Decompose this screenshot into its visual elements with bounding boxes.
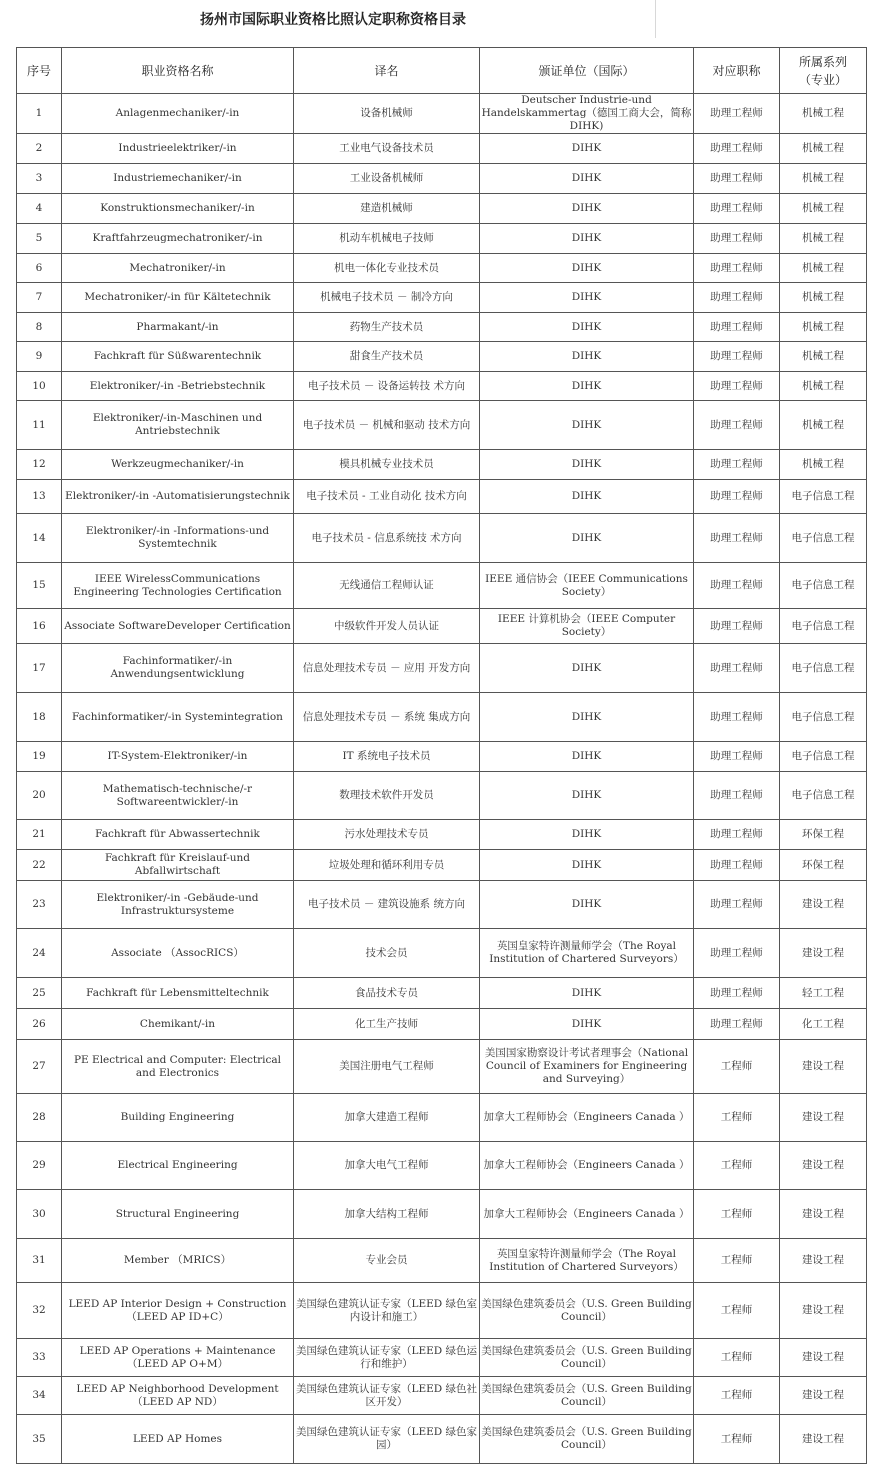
table-row [17, 1190, 867, 1239]
qualification-name: Industriemechaniker/-in [62, 164, 294, 194]
title-level: 工程师 [694, 1142, 780, 1190]
table-row [17, 254, 867, 283]
issuing-body: DIHK [480, 313, 694, 342]
qualification-name: Fachkraft für Abwassertechnik [62, 820, 294, 850]
header-issuer: 颁证单位（国际） [480, 48, 694, 94]
title-level: 助理工程师 [694, 609, 780, 644]
title-level: 助理工程师 [694, 929, 780, 978]
translated-name: 垃圾处理和循环利用专员 [294, 850, 480, 881]
title-level: 助理工程师 [694, 978, 780, 1009]
translated-name: 化工生产技师 [294, 1009, 480, 1040]
row-number: 4 [17, 194, 62, 224]
qualification-name: Fachinformatiker/-in Systemintegration [62, 693, 294, 742]
title-level: 工程师 [694, 1239, 780, 1283]
translated-name: 中级软件开发人员认证 [294, 609, 480, 644]
issuing-body: DIHK [480, 450, 694, 480]
translated-name: 工业设备机械师 [294, 164, 480, 194]
translated-name: 加拿大电气工程师 [294, 1142, 480, 1190]
row-number: 20 [17, 772, 62, 820]
qualification-name: Building Engineering [62, 1094, 294, 1142]
series: 建设工程 [780, 1415, 867, 1464]
table-header-row [17, 48, 867, 94]
issuing-body: DIHK [480, 742, 694, 772]
row-number: 25 [17, 978, 62, 1009]
table-row [17, 134, 867, 164]
series: 机械工程 [780, 372, 867, 401]
qualification-name: Pharmakant/-in [62, 313, 294, 342]
series: 轻工工程 [780, 978, 867, 1009]
issuing-body: DIHK [480, 164, 694, 194]
title-level: 助理工程师 [694, 342, 780, 372]
translated-name: 无线通信工程师认证 [294, 563, 480, 609]
title-level: 助理工程师 [694, 772, 780, 820]
series: 电子信息工程 [780, 772, 867, 820]
title-level: 助理工程师 [694, 450, 780, 480]
issuing-body: DIHK [480, 254, 694, 283]
qualification-name: Member （MRICS） [62, 1239, 294, 1283]
title-level: 助理工程师 [694, 94, 780, 134]
title-level: 助理工程师 [694, 514, 780, 563]
title-level: 工程师 [694, 1283, 780, 1339]
table-row [17, 164, 867, 194]
translated-name: 电子技术员 － 机械和驱动 技术方向 [294, 401, 480, 450]
table-row [17, 283, 867, 313]
title-level: 助理工程师 [694, 283, 780, 313]
issuing-body: DIHK [480, 194, 694, 224]
table-row [17, 372, 867, 401]
issuing-body: 英国皇家特许测量师学会（The Royal Institution of Chartered Surveyors） [480, 1239, 694, 1283]
issuing-body: DIHK [480, 401, 694, 450]
divider [655, 0, 656, 38]
series: 机械工程 [780, 401, 867, 450]
title-level: 助理工程师 [694, 881, 780, 929]
row-number: 32 [17, 1283, 62, 1339]
issuing-body: 美国绿色建筑委员会（U.S. Green Building Council） [480, 1283, 694, 1339]
series: 机械工程 [780, 224, 867, 254]
title-level: 助理工程师 [694, 644, 780, 693]
qualification-name: Industrieelektriker/-in [62, 134, 294, 164]
qualification-name: LEED AP Homes [62, 1415, 294, 1464]
qualification-name: Associate （AssocRICS） [62, 929, 294, 978]
translated-name: 美国绿色建筑认证专家（LEED 绿色家园） [294, 1415, 480, 1464]
table-row [17, 1142, 867, 1190]
table-row [17, 1377, 867, 1415]
header-series-line1: 所属系列 [798, 54, 847, 69]
title-level: 助理工程师 [694, 563, 780, 609]
issuing-body: IEEE 计算机协会（IEEE Computer Society） [480, 609, 694, 644]
table-row [17, 514, 867, 563]
qualification-name: Mathematisch-technische/-r Softwareentwickler/-in [62, 772, 294, 820]
qualification-name: PE Electrical and Computer: Electrical and Electronics [62, 1040, 294, 1094]
translated-name: 建造机械师 [294, 194, 480, 224]
row-number: 21 [17, 820, 62, 850]
row-number: 18 [17, 693, 62, 742]
row-number: 12 [17, 450, 62, 480]
qualification-name: Mechatroniker/-in [62, 254, 294, 283]
row-number: 10 [17, 372, 62, 401]
qualification-name: Fachkraft für Lebensmitteltechnik [62, 978, 294, 1009]
issuing-body: DIHK [480, 693, 694, 742]
row-number: 6 [17, 254, 62, 283]
qualification-name: IEEE WirelessCommunications Engineering Technologies Certification [62, 563, 294, 609]
row-number: 14 [17, 514, 62, 563]
table-row [17, 609, 867, 644]
issuing-body: DIHK [480, 224, 694, 254]
series: 建设工程 [780, 929, 867, 978]
table-row [17, 194, 867, 224]
qualification-name: Kraftfahrzeugmechatroniker/-in [62, 224, 294, 254]
row-number: 8 [17, 313, 62, 342]
row-number: 29 [17, 1142, 62, 1190]
row-number: 1 [17, 94, 62, 134]
qualification-name: Elektroniker/-in -Informations-und Systemtechnik [62, 514, 294, 563]
table-row [17, 1339, 867, 1377]
translated-name: 电子技术员 - 工业自动化 技术方向 [294, 480, 480, 514]
issuing-body: 英国皇家特许测量师学会（The Royal Institution of Chartered Surveyors） [480, 929, 694, 978]
qualification-name: Associate SoftwareDeveloper Certification [62, 609, 294, 644]
issuing-body: DIHK [480, 820, 694, 850]
translated-name: 甜食生产技术员 [294, 342, 480, 372]
row-number: 30 [17, 1190, 62, 1239]
table-row [17, 1239, 867, 1283]
series: 机械工程 [780, 194, 867, 224]
row-number: 11 [17, 401, 62, 450]
issuing-body: DIHK [480, 978, 694, 1009]
table-row [17, 644, 867, 693]
series: 建设工程 [780, 1142, 867, 1190]
title-level: 助理工程师 [694, 134, 780, 164]
header-series [780, 48, 867, 94]
table-row [17, 772, 867, 820]
translated-name: 机电一体化专业技术员 [294, 254, 480, 283]
series: 机械工程 [780, 94, 867, 134]
row-number: 22 [17, 850, 62, 881]
issuing-body: DIHK [480, 134, 694, 164]
header-title-level: 对应职称 [694, 48, 780, 94]
row-number: 28 [17, 1094, 62, 1142]
translated-name: 数理技术软件开发员 [294, 772, 480, 820]
series: 建设工程 [780, 1283, 867, 1339]
table-row [17, 1415, 867, 1464]
translated-name: 设备机械师 [294, 94, 480, 134]
qualification-name: Structural Engineering [62, 1190, 294, 1239]
table-row [17, 1283, 867, 1339]
translated-name: 机动车机械电子技师 [294, 224, 480, 254]
series: 化工工程 [780, 1009, 867, 1040]
qualification-name: Fachinformatiker/-in Anwendungsentwicklung [62, 644, 294, 693]
issuing-body: DIHK [480, 514, 694, 563]
series: 建设工程 [780, 1339, 867, 1377]
issuing-body: DIHK [480, 480, 694, 514]
header-translation: 译名 [294, 48, 480, 94]
table-row [17, 978, 867, 1009]
row-number: 35 [17, 1415, 62, 1464]
page-title: 扬州市国际职业资格比照认定职称资格目录 [200, 12, 466, 28]
title-level: 助理工程师 [694, 401, 780, 450]
title-level: 助理工程师 [694, 1009, 780, 1040]
issuing-body: 加拿大工程师协会（Engineers Canada ） [480, 1094, 694, 1142]
table-row [17, 820, 867, 850]
issuing-body: DIHK [480, 644, 694, 693]
qualification-name: Anlagenmechaniker/-in [62, 94, 294, 134]
qualification-name: Elektroniker/-in-Maschinen und Antriebstechnik [62, 401, 294, 450]
qualification-name: LEED AP Interior Design + Construction （LEED AP ID+C） [62, 1283, 294, 1339]
table-row [17, 1040, 867, 1094]
series: 建设工程 [780, 881, 867, 929]
translated-name: 美国注册电气工程师 [294, 1040, 480, 1094]
row-number: 9 [17, 342, 62, 372]
qualification-name: IT-System-Elektroniker/-in [62, 742, 294, 772]
row-number: 33 [17, 1339, 62, 1377]
series: 建设工程 [780, 1094, 867, 1142]
table-row [17, 881, 867, 929]
translated-name: 工业电气设备技术员 [294, 134, 480, 164]
series: 电子信息工程 [780, 693, 867, 742]
title-level: 工程师 [694, 1415, 780, 1464]
issuing-body: 加拿大工程师协会（Engineers Canada ） [480, 1142, 694, 1190]
issuing-body: 美国绿色建筑委员会（U.S. Green Building Council） [480, 1415, 694, 1464]
issuing-body: DIHK [480, 342, 694, 372]
row-number: 26 [17, 1009, 62, 1040]
translated-name: 专业会员 [294, 1239, 480, 1283]
title-level: 助理工程师 [694, 480, 780, 514]
title-level: 助理工程师 [694, 194, 780, 224]
qualification-name: LEED AP Neighborhood Development （LEED AP ND） [62, 1377, 294, 1415]
row-number: 27 [17, 1040, 62, 1094]
series: 机械工程 [780, 164, 867, 194]
table-row [17, 224, 867, 254]
series: 电子信息工程 [780, 609, 867, 644]
title-level: 助理工程师 [694, 224, 780, 254]
translated-name: IT 系统电子技术员 [294, 742, 480, 772]
qualification-table [16, 47, 867, 1464]
series: 电子信息工程 [780, 563, 867, 609]
row-number: 7 [17, 283, 62, 313]
qualification-name: Werkzeugmechaniker/-in [62, 450, 294, 480]
translated-name: 食品技术专员 [294, 978, 480, 1009]
title-level: 助理工程师 [694, 742, 780, 772]
row-number: 13 [17, 480, 62, 514]
row-number: 19 [17, 742, 62, 772]
title-level: 助理工程师 [694, 164, 780, 194]
issuing-body: DIHK [480, 881, 694, 929]
table-row [17, 1009, 867, 1040]
translated-name: 机械电子技术员 － 制冷方向 [294, 283, 480, 313]
issuing-body: DIHK [480, 850, 694, 881]
translated-name: 电子技术员 - 信息系统技 术方向 [294, 514, 480, 563]
translated-name: 技术会员 [294, 929, 480, 978]
series: 建设工程 [780, 1377, 867, 1415]
qualification-name: Mechatroniker/-in für Kältetechnik [62, 283, 294, 313]
series: 机械工程 [780, 283, 867, 313]
table-row [17, 850, 867, 881]
qualification-name: Fachkraft für Kreislauf-und Abfallwirtschaft [62, 850, 294, 881]
title-level: 工程师 [694, 1377, 780, 1415]
title-level: 工程师 [694, 1190, 780, 1239]
title-level: 助理工程师 [694, 372, 780, 401]
table-row [17, 563, 867, 609]
row-number: 2 [17, 134, 62, 164]
series: 机械工程 [780, 254, 867, 283]
series: 环保工程 [780, 820, 867, 850]
translated-name: 加拿大结构工程师 [294, 1190, 480, 1239]
series: 机械工程 [780, 342, 867, 372]
issuing-body: 加拿大工程师协会（Engineers Canada ） [480, 1190, 694, 1239]
row-number: 3 [17, 164, 62, 194]
series: 电子信息工程 [780, 742, 867, 772]
qualification-name: Elektroniker/-in -Automatisierungstechnik [62, 480, 294, 514]
title-level: 助理工程师 [694, 254, 780, 283]
table-row [17, 480, 867, 514]
table-row [17, 342, 867, 372]
series: 电子信息工程 [780, 644, 867, 693]
issuing-body: DIHK [480, 772, 694, 820]
row-number: 16 [17, 609, 62, 644]
series: 建设工程 [780, 1040, 867, 1094]
qualification-name: LEED AP Operations + Maintenance （LEED AP O+M） [62, 1339, 294, 1377]
series: 机械工程 [780, 313, 867, 342]
header-name: 职业资格名称 [62, 48, 294, 94]
series: 机械工程 [780, 450, 867, 480]
issuing-body: 美国绿色建筑委员会（U.S. Green Building Council） [480, 1377, 694, 1415]
row-number: 5 [17, 224, 62, 254]
issuing-body: DIHK [480, 372, 694, 401]
translated-name: 美国绿色建筑认证专家（LEED 绿色社区开发） [294, 1377, 480, 1415]
issuing-body: DIHK [480, 1009, 694, 1040]
series: 电子信息工程 [780, 480, 867, 514]
qualification-name: Konstruktionsmechaniker/-in [62, 194, 294, 224]
translated-name: 污水处理技术专员 [294, 820, 480, 850]
table-row [17, 693, 867, 742]
translated-name: 药物生产技术员 [294, 313, 480, 342]
issuing-body: IEEE 通信协会（IEEE Communications Society） [480, 563, 694, 609]
title-level: 助理工程师 [694, 693, 780, 742]
series: 建设工程 [780, 1190, 867, 1239]
qualification-name: Elektroniker/-in -Betriebstechnik [62, 372, 294, 401]
title-level: 助理工程师 [694, 313, 780, 342]
title-level: 助理工程师 [694, 850, 780, 881]
series: 环保工程 [780, 850, 867, 881]
series: 建设工程 [780, 1239, 867, 1283]
qualification-name: Elektroniker/-in -Gebäude-und Infrastruktursysteme [62, 881, 294, 929]
header-no: 序号 [17, 48, 62, 94]
translated-name: 模具机械专业技术员 [294, 450, 480, 480]
table-row [17, 401, 867, 450]
translated-name: 美国绿色建筑认证专家（LEED 绿色室内设计和施工） [294, 1283, 480, 1339]
qualification-name: Chemikant/-in [62, 1009, 294, 1040]
table-row [17, 742, 867, 772]
row-number: 31 [17, 1239, 62, 1283]
issuing-body: 美国绿色建筑委员会（U.S. Green Building Council） [480, 1339, 694, 1377]
table-row [17, 929, 867, 978]
row-number: 23 [17, 881, 62, 929]
translated-name: 电子技术员 － 设备运转技 术方向 [294, 372, 480, 401]
translated-name: 美国绿色建筑认证专家（LEED 绿色运行和维护） [294, 1339, 480, 1377]
qualification-name: Electrical Engineering [62, 1142, 294, 1190]
header-series-line2: （专业） [798, 72, 847, 87]
translated-name: 电子技术员 － 建筑设施系 统方向 [294, 881, 480, 929]
series: 电子信息工程 [780, 514, 867, 563]
title-level: 工程师 [694, 1040, 780, 1094]
table-row [17, 94, 867, 134]
issuing-body: 美国国家勘察设计考试者理事会（National Council of Examiners for Engineering and Surveying） [480, 1040, 694, 1094]
series: 机械工程 [780, 134, 867, 164]
row-number: 34 [17, 1377, 62, 1415]
row-number: 17 [17, 644, 62, 693]
translated-name: 信息处理技术专员 － 系统 集成方向 [294, 693, 480, 742]
title-level: 工程师 [694, 1339, 780, 1377]
title-level: 工程师 [694, 1094, 780, 1142]
row-number: 24 [17, 929, 62, 978]
translated-name: 加拿大建造工程师 [294, 1094, 480, 1142]
title-level: 助理工程师 [694, 820, 780, 850]
row-number: 15 [17, 563, 62, 609]
table-row [17, 313, 867, 342]
issuing-body: Deutscher Industrie-und Handelskammertag（德国工商大会，简称 DIHK) [480, 94, 694, 134]
table-row [17, 1094, 867, 1142]
table-row [17, 450, 867, 480]
translated-name: 信息处理技术专员 － 应用 开发方向 [294, 644, 480, 693]
issuing-body: DIHK [480, 283, 694, 313]
qualification-name: Fachkraft für Süßwarentechnik [62, 342, 294, 372]
